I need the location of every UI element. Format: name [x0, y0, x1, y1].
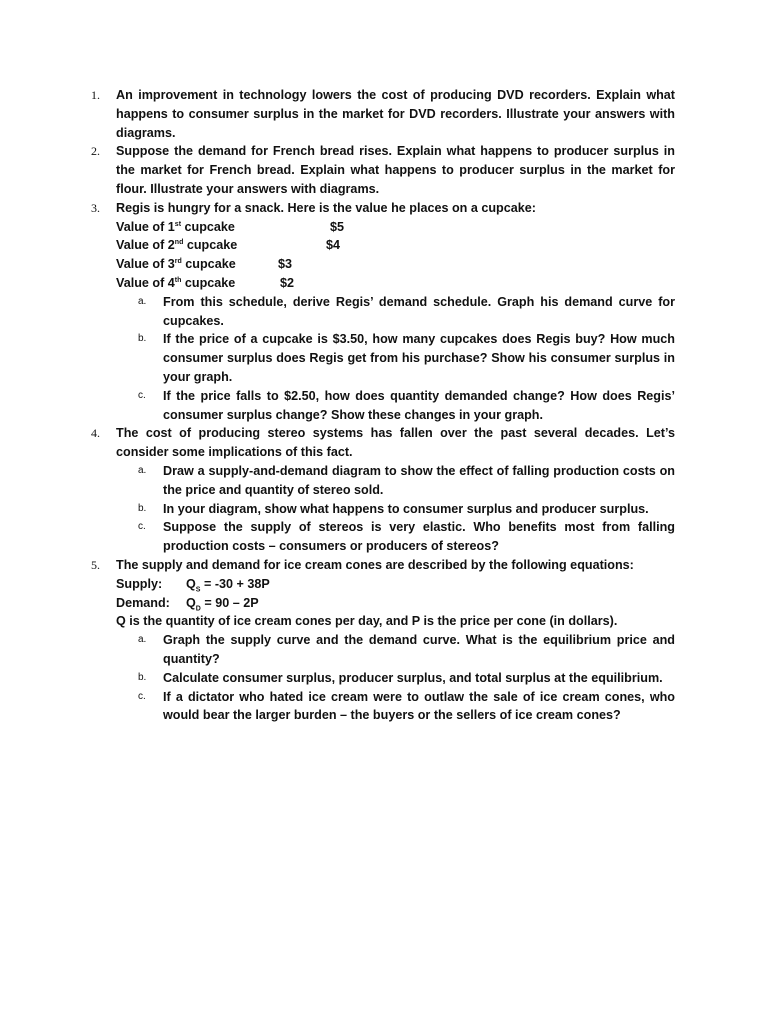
sub-question: b. Calculate consumer surplus, producer surplus, and total surplus at the equilibrium.	[138, 670, 663, 685]
question-5	[91, 556, 675, 725]
demand-equation: Demand: $Q_D = 90 - 2P$	[116, 595, 259, 613]
question-text: Regis is hungry for a snack. Here is the value he places on a cupcake:	[116, 200, 536, 215]
value-row: Value of 4th cupcake $2	[116, 275, 295, 290]
equation-note: Q is the quantity of ice cream cones per day, and P is the price per cone (in dollars).	[116, 614, 618, 629]
question-3	[91, 199, 675, 425]
question-number: 4.	[91, 426, 100, 441]
sub-question: c. Suppose the supply of stereos is very elastic. Who benefits most from falling production costs – consumers or producers of stereos?	[138, 520, 675, 554]
question-number: 5.	[91, 557, 100, 572]
question-2	[91, 142, 675, 198]
sub-question: a. Graph the supply curve and the demand curve. What is the equilibrium price and quantity?	[138, 633, 675, 666]
question-number: 2.	[91, 144, 100, 159]
sub-question: b. In your diagram, show what happens to consumer surplus and producer surplus.	[138, 501, 649, 516]
question-text: The supply and demand for ice cream cones are described by the following equations:	[116, 557, 634, 572]
sub-question: a. Draw a supply-and-demand diagram to show the effect of falling production costs on the price and quantity of stereo sold.	[138, 463, 675, 497]
question-text: An improvement in technology lowers the cost of producing DVD recorders. Explain what happens to consumer surplus in the market for DVD recorders. Illustrate your answers with diagrams.	[116, 88, 675, 140]
supply-equation: Supply: $Q_S = -30 + 38P$	[116, 576, 270, 594]
question-number: 3.	[91, 200, 100, 215]
question-list	[91, 86, 675, 725]
value-row: Value of 2nd cupcake $4	[116, 238, 341, 253]
question-number: 1.	[91, 88, 100, 102]
value-row: Value of 1st cupcake $5	[116, 219, 345, 234]
question-1	[91, 86, 675, 142]
value-row: Value of 3rd cupcake $3	[116, 257, 293, 272]
question-4	[91, 424, 675, 556]
sub-question: c. If a dictator who hated ice cream were to outlaw the sale of ice cream cones, who would bear the larger burden – the buyers or the sellers of ice cream cones?	[138, 689, 675, 723]
sub-question: a. From this schedule, derive Regis’ demand schedule. Graph his demand curve for cupcakes.	[138, 294, 675, 328]
question-text: Suppose the demand for French bread rises. Explain what happens to producer surplus in the market for French bread. Explain what happens to producer surplus in the market for flour. Illustrate your answers with diagrams.	[116, 144, 675, 196]
sub-question: c. If the price falls to $2.50, how does quantity demanded change? How does Regis’ consumer surplus change? Show these changes in your graph.	[138, 388, 675, 422]
question-text: The cost of producing stereo systems has fallen over the past several decades. Let’s consider some implications of this fact.	[116, 426, 675, 460]
sub-question: b. If the price of a cupcake is $3.50, how many cupcakes does Regis buy? How much consumer surplus does Regis get from his purchase? Show his consumer surplus in your graph.	[138, 332, 675, 384]
